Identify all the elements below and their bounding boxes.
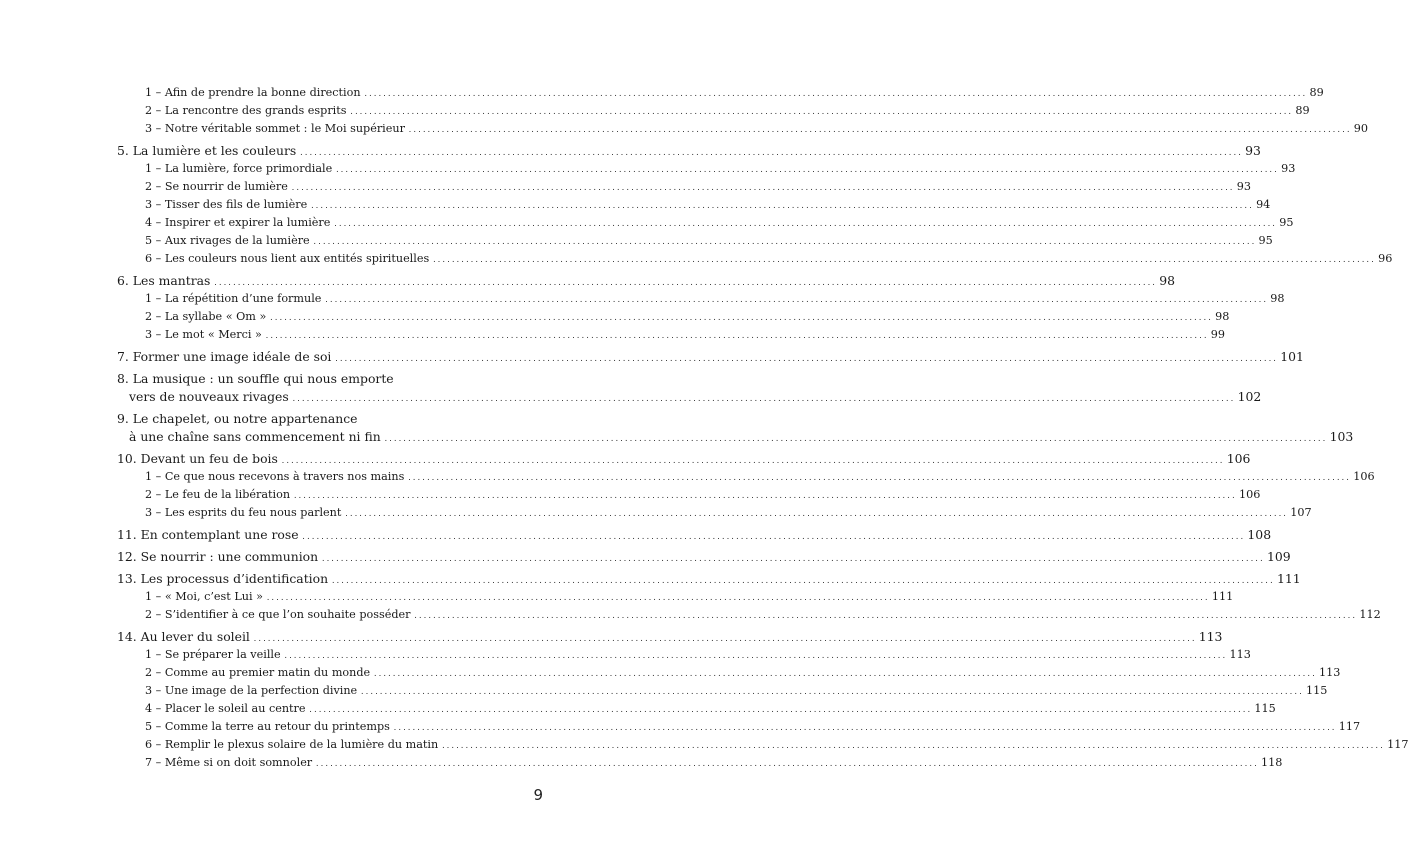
dot-leader: ........................................................................................................................................................................................................ xyxy=(331,577,1274,585)
dot-leader: ........................................................................................................................................................................................................ xyxy=(373,670,1317,678)
toc-subentry-title: 1 – Afin de prendre la bonne direction xyxy=(145,86,361,99)
dot-leader: ........................................................................................................................................................................................................ xyxy=(413,612,1357,620)
toc-subentry xyxy=(145,754,1283,772)
dot-leader: ........................................................................................................................................................................................................ xyxy=(363,90,1307,98)
dot-leader: ........................................................................................................................................................................................................ xyxy=(407,474,1351,482)
toc-page-number: 111 xyxy=(1276,571,1301,586)
toc-page-number: 99 xyxy=(1210,328,1226,341)
dot-leader: ........................................................................................................................................................................................................ xyxy=(308,706,1252,714)
toc-subentry-title: 3 – Les esprits du feu nous parlent xyxy=(145,506,342,519)
toc-page-number: 108 xyxy=(1247,527,1272,542)
toc-subentry-title: 3 – Le mot « Merci » xyxy=(145,328,262,341)
dot-leader: ........................................................................................................................................................................................................ xyxy=(324,296,1268,304)
toc-subentry xyxy=(145,682,1328,700)
dot-leader: ........................................................................................................................................................................................................ xyxy=(392,724,1336,732)
dot-leader: ........................................................................................................................................................................................................ xyxy=(349,108,1293,116)
toc-subentry-title: 2 – Se nourrir de lumière xyxy=(145,180,288,193)
toc-subentry-title: 2 – S’identifier à ce que l’on souhaite posséder xyxy=(145,608,411,621)
toc-page-number: 89 xyxy=(1295,104,1310,117)
toc-page-number: 98 xyxy=(1159,273,1176,288)
dot-leader: ........................................................................................................................................................................................................ xyxy=(312,238,1256,246)
dot-leader: ........................................................................................................................................................................................................ xyxy=(269,314,1213,322)
toc-subentry xyxy=(145,718,1361,736)
dot-leader: ........................................................................................................................................................................................................ xyxy=(335,166,1279,174)
toc-subentry xyxy=(145,664,1341,682)
toc-subentry xyxy=(145,646,1251,664)
toc-subentry-title: 5 – Comme la terre au retour du printemps xyxy=(145,720,390,733)
toc-entry-title: 7. Former une image idéale de soi xyxy=(117,349,332,364)
toc-subentry-title: 1 – La répétition d’une formule xyxy=(145,292,322,305)
toc-page-number: 98 xyxy=(1215,310,1230,323)
toc-subentry-title: 7 – Même si on doit somnoler xyxy=(145,756,313,769)
toc-subentry-title: 4 – Inspirer et expirer la lumière xyxy=(145,216,331,229)
toc-entry-title-continued: vers de nouveaux rivages xyxy=(129,389,289,404)
toc-page-number: 102 xyxy=(1237,389,1262,404)
toc-subentry xyxy=(145,326,1226,344)
toc-subentry xyxy=(145,120,1369,138)
toc-subentry-title: 3 – Notre véritable sommet : le Moi supérieur xyxy=(145,122,405,135)
toc-page-number: 95 xyxy=(1258,234,1273,247)
dot-leader: ........................................................................................................................................................................................................ xyxy=(299,149,1243,157)
dot-leader: ........................................................................................................................................................................................................ xyxy=(407,126,1351,134)
toc-page-number: 106 xyxy=(1353,470,1375,483)
page-number: 9 xyxy=(533,786,543,804)
toc-subentry xyxy=(145,160,1296,178)
table-of-contents xyxy=(0,84,1408,772)
toc-subentry-title: 6 – Remplir le plexus solaire de la lumière du matin xyxy=(145,738,439,751)
toc-subentry-title: 1 – Ce que nous recevons à travers nos mains xyxy=(145,470,405,483)
toc-entry-title: 12. Se nourrir : une communion xyxy=(117,549,319,564)
toc-page-number: 117 xyxy=(1387,738,1408,751)
dot-leader: ........................................................................................................................................................................................................ xyxy=(301,533,1245,541)
toc-subentry-title: 3 – Tisser des fils de lumière xyxy=(145,198,308,211)
dot-leader: ........................................................................................................................................................................................................ xyxy=(252,635,1196,643)
toc-entry-title: 8. La musique : un souffle qui nous emporte xyxy=(117,371,394,386)
toc-subentry-title: 2 – La syllabe « Om » xyxy=(145,310,267,323)
toc-entry xyxy=(117,348,1304,366)
dot-leader: ........................................................................................................................................................................................................ xyxy=(280,457,1224,465)
toc-subentry-title: 6 – Les couleurs nous lient aux entités spirituelles xyxy=(145,252,430,265)
toc-subentry xyxy=(145,606,1381,624)
toc-subentry-title: 1 – Se préparer la veille xyxy=(145,648,281,661)
toc-page-number: 107 xyxy=(1290,506,1312,519)
toc-entry-title: 14. Au lever du soleil xyxy=(117,629,250,644)
dot-leader: ........................................................................................................................................................................................................ xyxy=(383,435,1327,443)
dot-leader: ........................................................................................................................................................................................................ xyxy=(213,279,1157,287)
toc-page-number: 112 xyxy=(1359,608,1381,621)
toc-subentry xyxy=(145,468,1375,486)
toc-page-number: 101 xyxy=(1280,349,1304,364)
toc-page-number: 106 xyxy=(1226,451,1251,466)
dot-leader: ........................................................................................................................................................................................................ xyxy=(315,760,1259,768)
dot-leader: ........................................................................................................................................................................................................ xyxy=(360,688,1304,696)
toc-subentry xyxy=(145,504,1312,522)
dot-leader: ........................................................................................................................................................................................................ xyxy=(293,492,1236,500)
toc-subentry-title: 2 – Le feu de la libération xyxy=(145,488,291,501)
toc-page-number: 118 xyxy=(1261,756,1283,769)
toc-entry-title: 10. Devant un feu de bois xyxy=(117,451,278,466)
toc-subentry xyxy=(145,232,1273,250)
toc-page-number: 113 xyxy=(1229,648,1251,661)
dot-leader: ........................................................................................................................................................................................................ xyxy=(441,742,1385,750)
toc-entry xyxy=(117,570,1301,588)
dot-leader: ........................................................................................................................................................................................................ xyxy=(333,220,1277,228)
dot-leader: ........................................................................................................................................................................................................ xyxy=(283,652,1227,660)
toc-page-number: 113 xyxy=(1198,629,1223,644)
toc-subentry-title: 1 – « Moi, c’est Lui » xyxy=(145,590,263,603)
toc-page-number: 115 xyxy=(1306,684,1328,697)
toc-subentry xyxy=(145,290,1285,308)
toc-subentry xyxy=(145,250,1393,268)
toc-page-number: 95 xyxy=(1279,216,1294,229)
toc-subentry xyxy=(145,486,1261,504)
toc-page-number: 115 xyxy=(1254,702,1276,715)
toc-entry-title: 6. Les mantras xyxy=(117,273,211,288)
dot-leader: ........................................................................................................................................................................................................ xyxy=(264,332,1208,340)
toc-subentry xyxy=(145,588,1234,606)
toc-entry-title: 11. En contemplant une rose xyxy=(117,527,299,542)
toc-subentry xyxy=(145,102,1310,120)
dot-leader: ........................................................................................................................................................................................................ xyxy=(291,395,1235,403)
toc-entry xyxy=(117,370,1262,406)
toc-entry xyxy=(117,410,1354,446)
toc-entry xyxy=(117,450,1251,468)
toc-page-number: 103 xyxy=(1329,429,1354,444)
toc-page-number: 111 xyxy=(1211,590,1234,603)
toc-page-number: 106 xyxy=(1238,488,1261,501)
toc-subentry xyxy=(145,700,1276,718)
dot-leader: ........................................................................................................................................................................................................ xyxy=(321,555,1264,563)
toc-subentry xyxy=(145,196,1271,214)
toc-page-number: 117 xyxy=(1338,720,1361,733)
toc-entry-title: 9. Le chapelet, ou notre appartenance xyxy=(117,411,358,426)
toc-entry xyxy=(117,548,1291,566)
toc-entry-title: 13. Les processus d’identification xyxy=(117,571,329,586)
dot-leader: ........................................................................................................................................................................................................ xyxy=(265,594,1209,602)
toc-page-number: 113 xyxy=(1319,666,1341,679)
dot-leader: ........................................................................................................................................................................................................ xyxy=(290,184,1234,192)
toc-entry xyxy=(117,272,1176,290)
toc-entry xyxy=(117,628,1223,646)
toc-page-number: 93 xyxy=(1245,143,1261,158)
toc-page-number: 93 xyxy=(1236,180,1252,193)
toc-entry xyxy=(117,526,1272,544)
dot-leader: ........................................................................................................................................................................................................ xyxy=(344,510,1288,518)
toc-subentry xyxy=(145,84,1324,102)
toc-entry xyxy=(117,142,1261,160)
toc-subentry xyxy=(145,214,1294,232)
toc-subentry-title: 4 – Placer le soleil au centre xyxy=(145,702,306,715)
toc-subentry-title: 3 – Une image de la perfection divine xyxy=(145,684,358,697)
toc-page-number: 109 xyxy=(1266,549,1291,564)
toc-subentry-title: 1 – La lumière, force primordiale xyxy=(145,162,333,175)
toc-subentry xyxy=(145,736,1408,754)
toc-page-number: 98 xyxy=(1270,292,1285,305)
toc-entry-title: 5. La lumière et les couleurs xyxy=(117,143,297,158)
toc-subentry-title: 2 – La rencontre des grands esprits xyxy=(145,104,347,117)
toc-subentry-title: 5 – Aux rivages de la lumière xyxy=(145,234,310,247)
toc-page-number: 96 xyxy=(1378,252,1393,265)
toc-subentry-title: 2 – Comme au premier matin du monde xyxy=(145,666,371,679)
toc-page-number: 94 xyxy=(1256,198,1271,211)
toc-page-number: 90 xyxy=(1353,122,1369,135)
toc-subentry xyxy=(145,308,1230,326)
dot-leader: ........................................................................................................................................................................................................ xyxy=(310,202,1254,210)
toc-entry-title-continued: à une chaîne sans commencement ni fin xyxy=(129,429,381,444)
dot-leader: ........................................................................................................................................................................................................ xyxy=(432,256,1376,264)
dot-leader: ........................................................................................................................................................................................................ xyxy=(334,355,1278,363)
toc-page-number: 93 xyxy=(1281,162,1296,175)
toc-page-number: 89 xyxy=(1309,86,1324,99)
toc-subentry xyxy=(145,178,1252,196)
